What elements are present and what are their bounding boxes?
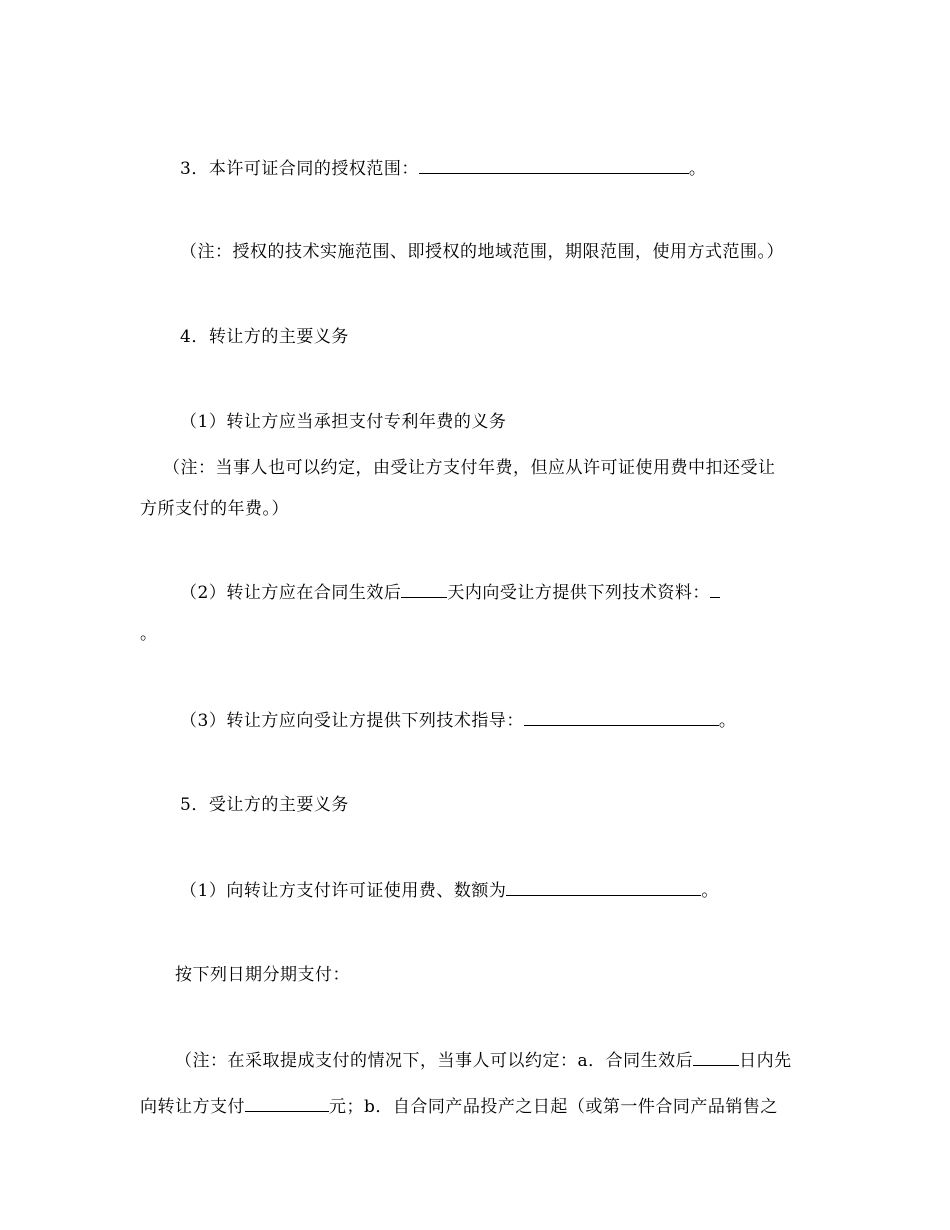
clause-end: 。 [701,881,719,901]
clause-5-heading [180,793,349,817]
note-text: （注：授权的技术实施范围、即授权的地域范围，期限范围，使用方式范围。） [180,242,784,262]
clause-text: （3）转让方应向受让方提供下列技术指导： [180,711,524,731]
note-text-end: 元；b．自合同产品投产之日起（或第一件合同产品销售之 [329,1097,778,1117]
clause-4-1 [180,410,506,434]
heading-text: 4．转让方的主要义务 [180,327,349,347]
clause-3-text: 3．本许可证合同的授权范围： [180,159,419,179]
technical-guidance-blank[interactable] [524,708,719,726]
authorization-scope-blank[interactable] [419,156,689,174]
clause-4-2 [180,580,720,605]
clause-4-heading [180,325,349,349]
clause-text: （1）转让方应当承担支付专利年费的义务 [180,412,507,432]
clause-end: 。 [718,711,737,731]
note-text: （注：在采取提成支付的情况下，当事人可以约定：a．合同生效后 [175,1051,694,1071]
installment-text: 按下列日期分期支付： [175,965,350,985]
note-royalty-line1 [175,1048,792,1073]
note-annual-fee-line1 [163,456,776,480]
heading-text: 5．受让方的主要义务 [180,795,349,815]
note-authorization-scope [180,240,784,264]
note-text: （注：当事人也可以约定，由受让方支付年费，但应从许可证使用费中扣还受让 [163,458,776,478]
note-text: 向转让方支付 [140,1097,245,1117]
clause-5-1 [180,878,719,903]
clause-text: （1）向转让方支付许可证使用费、数额为 [180,881,507,901]
days-after-effective-blank[interactable] [693,1048,739,1066]
clause-4-2-end [140,622,158,646]
note-text: 方所支付的年费。） [140,499,289,519]
days-blank[interactable] [401,580,447,598]
clause-4-3 [180,708,736,733]
period: 。 [140,624,158,644]
clause-text: （2）转让方应在合同生效后 [180,583,402,603]
clause-3-authorization-scope [180,156,706,181]
clause-text-middle: 天内向受让方提供下列技术资料： [447,583,710,603]
clause-3-end: 。 [688,159,707,179]
payment-amount-blank[interactable] [245,1094,329,1112]
fee-amount-blank[interactable] [506,878,701,896]
note-text-end: 日内先 [739,1051,792,1071]
note-annual-fee-line2 [140,497,289,521]
note-royalty-line2 [140,1094,778,1119]
installment-payment-line [175,963,350,987]
technical-data-blank[interactable] [710,580,720,598]
